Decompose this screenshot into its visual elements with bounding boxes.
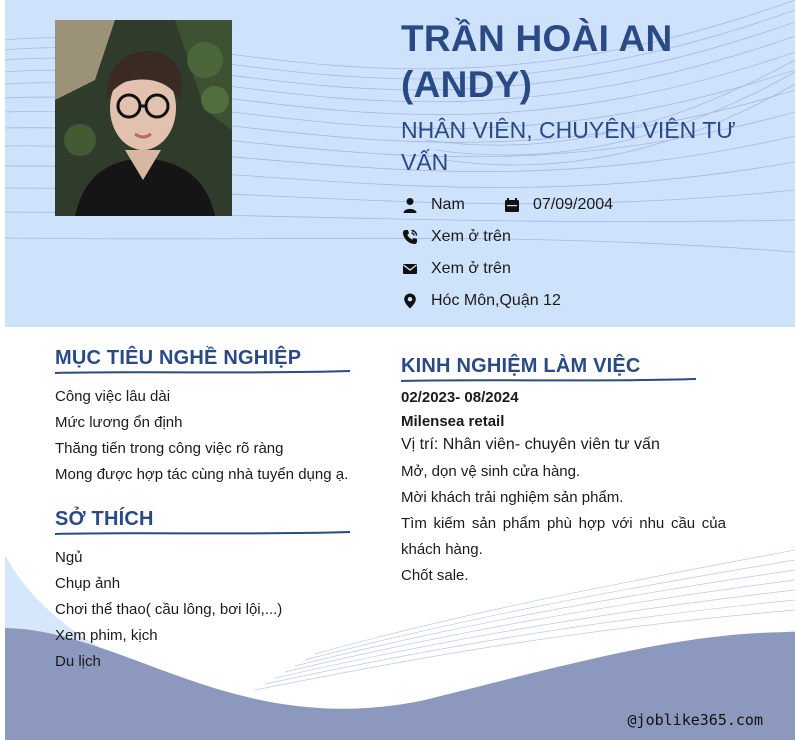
candidate-position: NHÂN VIÊN, CHUYÊN VIÊN TƯ VẤN [401, 117, 736, 175]
hobbies-heading: SỞ THÍCH [55, 508, 154, 530]
experience-underline [401, 376, 696, 384]
career-goal-item: Công việc lâu dài [55, 388, 171, 405]
phone-value: Xem ở trên [431, 228, 511, 245]
career-goal-item: Mong được hợp tác cùng nhà tuyển dụng ạ. [55, 466, 349, 483]
duty-item: Tìm kiếm sản phẩm phù hợp với nhu cầu của khách hàng. [401, 515, 726, 558]
email-row [401, 254, 511, 284]
avatar-illustration [55, 20, 232, 216]
career-goal-item: Mức lương ổn định [55, 414, 183, 431]
profile-photo [55, 20, 232, 216]
experience-period: 02/2023- 08/2024 [401, 389, 519, 406]
email-value: Xem ở trên [431, 260, 511, 277]
phone-icon [401, 228, 419, 246]
address-row [401, 286, 561, 316]
career-goal-heading: MỤC TIÊU NGHỀ NGHIỆP [55, 347, 302, 369]
career-goal-item: Thăng tiến trong công việc rõ ràng [55, 440, 284, 457]
gender-row [401, 190, 465, 220]
phone-row [401, 222, 511, 252]
duty-item: Mời khách trải nghiệm sản phẩm. [401, 489, 624, 506]
birthdate-row [503, 190, 613, 220]
experience-role: Vị trí: Nhân viên- chuyên viên tư vấn [401, 436, 660, 453]
calendar-icon [503, 196, 521, 214]
cv-page [5, 0, 795, 740]
hobby-item: Chơi thể thao( cầu lông, bơi lội,...) [55, 601, 283, 618]
header-band [5, 0, 795, 327]
duty-item: Mở, dọn vệ sinh cửa hàng. [401, 463, 581, 480]
hobby-item: Xem phim, kịch [55, 627, 158, 644]
footer-brand: @joblike365.com [627, 711, 763, 729]
experience-heading: KINH NGHIỆM LÀM VIỆC [401, 355, 641, 377]
duty-item: Chốt sale. [401, 567, 469, 584]
career-goal-underline [55, 368, 350, 376]
mail-icon [401, 260, 419, 278]
hobbies-underline [55, 529, 350, 537]
birthdate-value: 07/09/2004 [533, 196, 614, 213]
hobby-item: Chụp ảnh [55, 575, 121, 592]
candidate-name: TRẦN HOÀI AN (ANDY) [401, 18, 673, 105]
hobby-item: Ngủ [55, 549, 83, 566]
person-icon [401, 196, 419, 214]
address-value: Hóc Môn,Quận 12 [431, 292, 561, 309]
location-pin-icon [401, 292, 419, 310]
gender-value: Nam [431, 196, 465, 213]
hobby-item: Du lịch [55, 653, 101, 670]
experience-duties [401, 459, 726, 589]
experience-company: Milensea retail [401, 413, 505, 430]
